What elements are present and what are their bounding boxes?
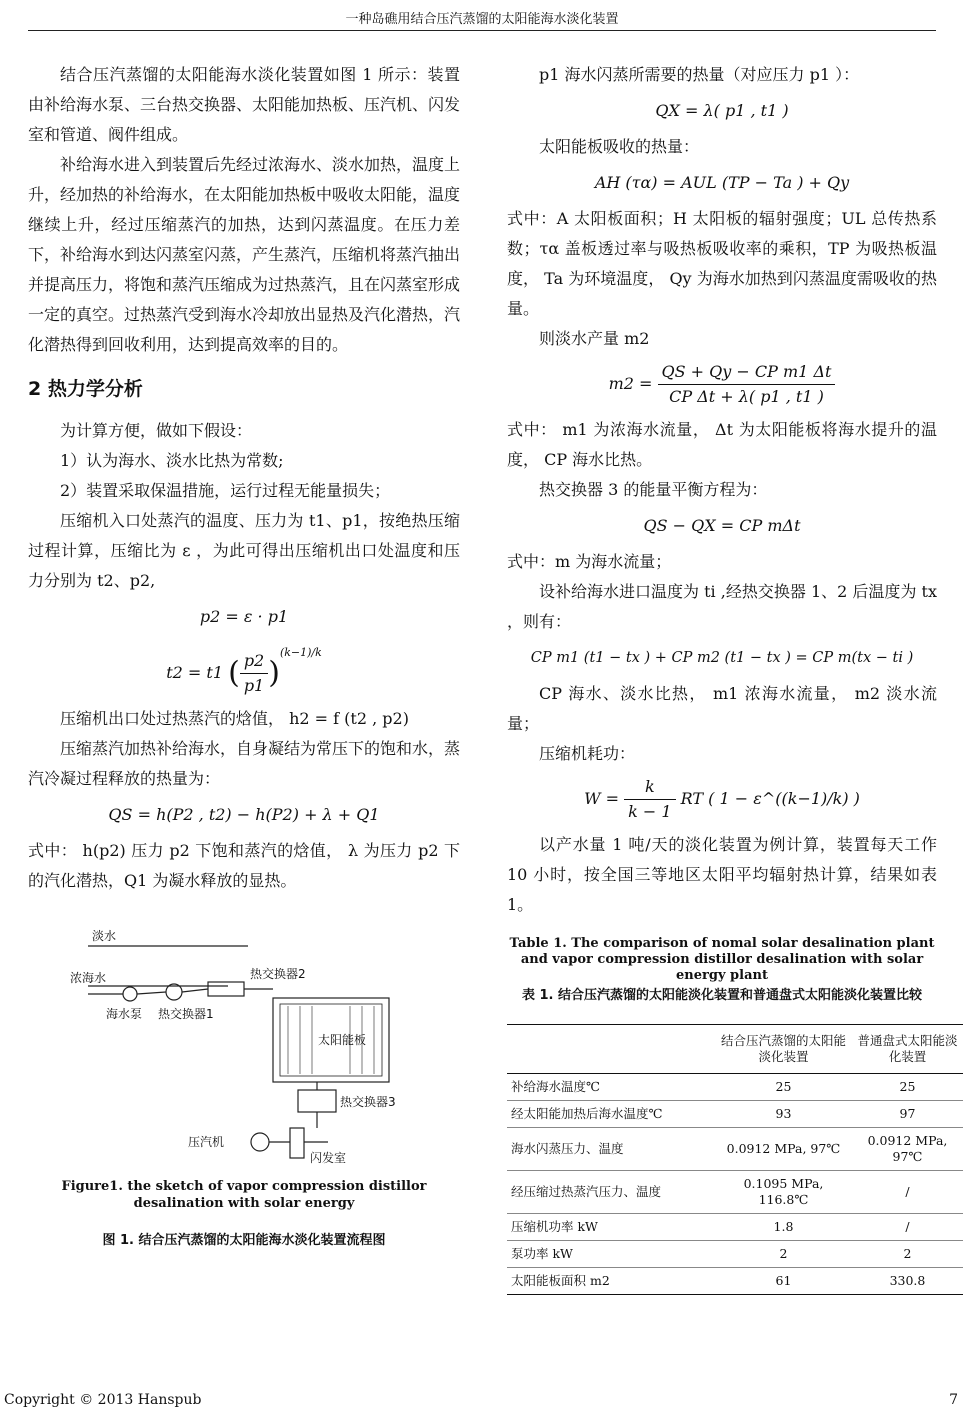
table-row [507,1241,963,1268]
label-hx2: 热交换器2 [250,967,306,981]
table-caption-en: Table 1. The comparison of nomal solar desalination plant and vapor compression distillor desalination with solar energy plant [509,936,935,983]
hx3-symbol [298,1090,336,1112]
table-header-cell: 普通盘式太阳能淡化装置 [857,1033,958,1064]
flow-diagram [28,922,460,1172]
fraction [658,360,836,409]
eq-left: W = [584,789,620,808]
table-cell: / [905,1219,910,1234]
numerator: p2 [240,649,268,674]
table-cell: 0.0912 MPa, 97℃ [867,1133,948,1164]
table-header-cell [507,1025,715,1074]
footer-copyright: Copyright © 2013 Hanspub [4,1392,202,1408]
paragraph: 补给海水进入到装置后先经过浓海水、淡水加热，温度上升，经加热的补给海水，在太阳能加热板中吸收太阳能，温度继续上升，经过压缩蒸汽的加热，达到闪蒸温度。在压力差下，补给海水到达闪蒸室闪蒸，产生蒸汽，压缩机将蒸汽抽出并提高压力，将饱和蒸汽压缩成为过热蒸汽，且在闪蒸室形成一定的真空。过热蒸汽受到海水冷却放出显热及汽化潜热，汽化潜热得到回收利用，达到提高效率的目的。 [28,155,461,354]
table-cell: 330.8 [889,1273,926,1288]
equation-hx3-balance: QS − QX = CP mΔt [643,516,801,535]
paragraph: 式中： h(p2) 压力 p2 下饱和蒸汽的焓值， λ 为压力 p2 下的汽化潜热，Q1 为凝水释放的显热。 [28,841,460,890]
table-cell: 太阳能板面积 m2 [511,1273,610,1288]
eq-rest: RT ( 1 − ε^((k−1)/k) ) [680,789,860,808]
paragraph: 热交换器 3 的能量平衡方程为： [539,480,768,499]
paragraph: 以产水量 1 吨/天的淡化装置为例计算，装置每天工作 10 小时，按全国三等地区太阳平均辐射热计算，结果如表 1。 [507,835,937,914]
pump-symbol [123,987,137,1001]
table-header-row [507,1025,963,1074]
table-cell: 25 [775,1079,792,1094]
paragraph: 为计算方便，做如下假设： [60,421,253,440]
figure-caption-cn: 图 1. 结合压汽蒸馏的太阳能海水淡化装置流程图 [102,1233,386,1248]
paragraph: 压缩机入口处蒸汽的温度、压力为 t1、p1，按绝热压缩过程计算，压缩比为 ε ，为此可得出压缩机出口处温度和压力分别为 t2、p2, [28,511,460,590]
table-cell: 经压缩过热蒸汽压力、温度 [511,1184,662,1199]
table-cell: 2 [779,1246,788,1261]
paragraph: 1）认为海水、淡水比热为常数; [60,451,284,470]
eq-left: t2 = t1 [166,663,223,682]
label-hx1: 热交换器1 [158,1007,214,1021]
equation-heat-exchange: CP m1 (t1 − tx ) + CP m2 (t1 − tx ) = CP m(tx − ti ) [530,650,914,666]
table-row [507,1074,963,1101]
table-row [507,1128,963,1171]
section-heading: 2 热力学分析 [28,378,143,400]
equation-fresh-water-output [507,360,937,409]
left-column [28,60,460,1250]
paragraph: 式中： m1 为浓海水流量， Δt 为太阳能板将海水提升的温度， CP 海水比热。 [507,420,937,469]
table-caption-cn: 表 1. 结合压汽蒸馏的太阳能淡化装置和普通盘式太阳能淡化装置比较 [521,988,923,1003]
fraction [624,775,675,824]
equation-solar-absorbed-heat: AH (τα) = AUL (TP − Ta ) + Qy [594,173,850,192]
comparison-table [507,1024,963,1295]
label-brine: 浓海水 [70,971,107,985]
paragraph: 压缩机出口处过热蒸汽的焓值， h2 = f (t2 , p2) [60,709,409,728]
table-cell: 25 [899,1079,916,1094]
table-row [507,1214,963,1241]
label-fresh-water: 淡水 [92,929,117,943]
header-divider [28,30,936,31]
table-cell: 0.0912 MPa, 97℃ [726,1141,841,1156]
equation-compressor-work [507,775,937,824]
table-cell: 补给海水温度℃ [511,1079,600,1094]
equation-compression-temperature: t2 = t1 ( $\frac{p2}{p1}$ )$^{(k-1)/k}$ [28,638,460,698]
figure-1 [28,922,460,1250]
table-cell: 0.1095 MPa, 116.8℃ [743,1176,824,1207]
paragraph: 设补给海水进口温度为 ti ,经热交换器 1、2 后温度为 tx ，则有： [507,582,937,631]
paragraph: CP 海水、淡水比热， m1 浓海水流量， m2 淡水流量； [507,684,937,733]
paragraph: 结合压汽蒸馏的太阳能海水淡化装置如图 1 所示：装置由补给海水泵、三台热交换器、太阳能加热板、压汽机、闪发室和管道、阀件组成。 [28,65,461,144]
paragraph: 则淡水产量 m2 [539,329,650,348]
denominator: k − 1 [628,802,672,821]
label-flash-chamber: 闪发室 [310,1151,347,1165]
table-cell: 93 [775,1106,792,1121]
table-cell: 经太阳能加热后海水温度℃ [511,1106,663,1121]
label-solar-panel: 太阳能板 [318,1033,367,1047]
paragraph: 压缩机耗功： [539,744,636,763]
flash-chamber-symbol [290,1128,304,1158]
running-header: 一种岛礁用结合压汽蒸馏的太阳能海水淡化装置 [345,12,619,27]
paragraph: 式中：A 太阳板面积；H 太阳板的辐射强度；UL 总传热系数；τα 盖板透过率与吸热板吸收率的乘积，TP 为吸热板温度， Ta 为环境温度， Qy 为海水加热到闪蒸温度需吸收的热量。 [507,209,937,318]
table-row [507,1268,963,1295]
table-cell: 泵功率 kW [511,1246,573,1261]
paragraph: 压缩蒸汽加热补给海水，自身凝结为常压下的饱和水，蒸汽冷凝过程释放的热量为： [28,739,461,788]
footer-page-number: 7 [949,1392,958,1408]
equation-condensation-heat: QS = h(P2 , t2) − h(P2) + λ + Q1 [108,805,380,824]
table-cell: 1.8 [773,1219,794,1234]
table-cell: 海水闪蒸压力、温度 [511,1141,624,1156]
paragraph: 式中：m 为海水流量； [507,552,672,571]
eq-left: m2 = [608,374,653,393]
table-cell: 2 [903,1246,912,1261]
fraction [240,649,268,698]
denominator: p1 [243,676,265,695]
figure-caption-en: Figure1. the sketch of vapor compression distillor desalination with solar energy [61,1179,427,1211]
numerator: QS + Qy − CP m1 Δt [658,360,836,385]
table-row [507,1101,963,1128]
equation-compression-pressure: p2 = ε · p1 [199,607,289,626]
label-compressor: 压汽机 [188,1135,225,1149]
label-pump: 海水泵 [106,1007,143,1021]
label-hx3: 热交换器3 [340,1095,396,1109]
compressor-symbol [251,1133,269,1151]
paragraph: p1 海水闪蒸所需要的热量（对应压力 p1 ）： [539,65,860,84]
exponent: (k−1)/k [279,646,322,659]
paragraph: 太阳能板吸收的热量： [539,137,700,156]
right-column [507,60,958,1295]
table-cell: 61 [775,1273,792,1288]
hx2-symbol [208,982,244,996]
paragraph: 2）装置采取保温措施，运行过程无能量损失； [60,481,391,500]
table-row [507,1171,963,1214]
numerator: k [624,775,675,800]
table-cell: 97 [899,1106,916,1121]
equation-flash-heat: QX = λ( p1 , t1 ) [655,101,789,120]
table-cell: 压缩机功率 kW [511,1219,598,1234]
denominator: CP Δt + λ( p1 , t1 ) [669,387,824,406]
table-cell: / [905,1184,910,1199]
table-header-cell: 结合压汽蒸馏的太阳能淡化装置 [720,1033,846,1064]
